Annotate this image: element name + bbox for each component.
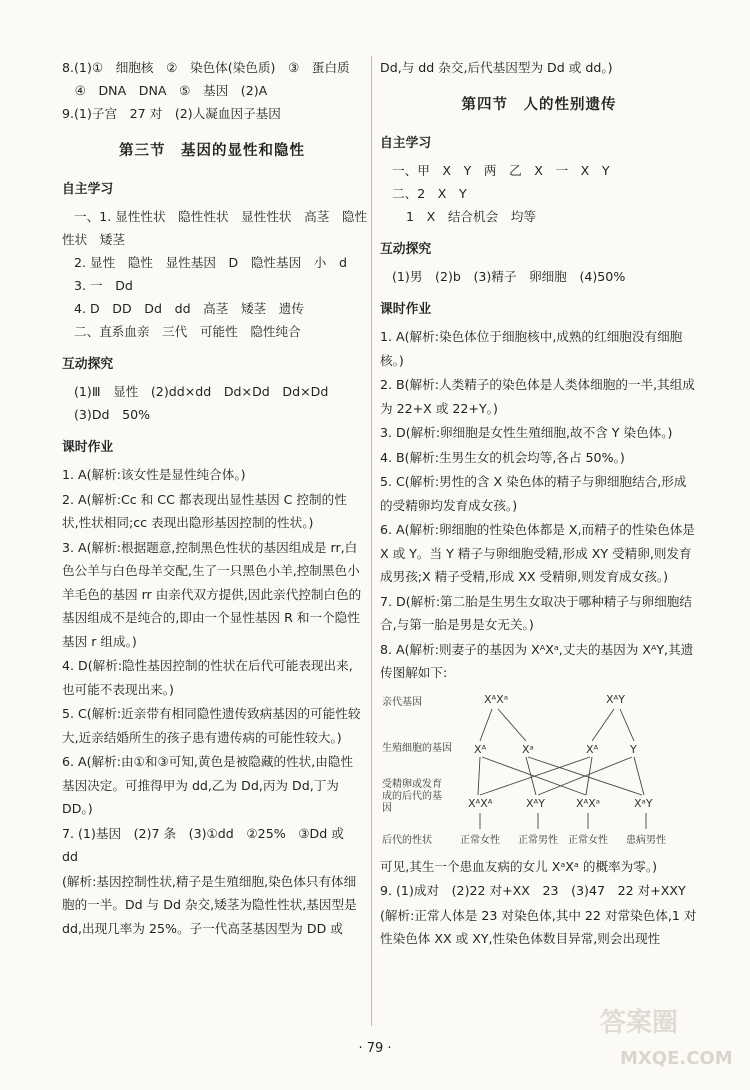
homework-item: 7. (1)基因 (2)7 条 (3)①dd ②25% ③Dd 或 dd <box>62 825 344 864</box>
answer-line: 2. 显性 隐性 显性基因 D 隐性基因 小 d <box>74 255 347 270</box>
offspring-2: XᴬY <box>526 796 545 810</box>
line <box>620 709 634 741</box>
answer-line: (1)Ⅲ 显性 (2)dd×dd Dd×Dd Dd×Dd <box>74 384 329 399</box>
explore-heading: 互动探究 <box>380 242 432 257</box>
homework-item: 8. A(解析:则妻子的基因为 XᴬXᵃ,丈夫的基因为 XᴬY,其遗传图解如下: <box>380 641 694 680</box>
homework-item: 3. A(解析:根据题意,控制黑色性状的基因组成是 rr,白色公羊与白色母羊交配,生了一只黑色小羊,控制黑色小羊毛色的基因 rr 由亲代双方提供,因此亲代控制白色的基因组成不是纯合的,即由一个显性基因 R 和一个隐性基因 r 组成。) <box>62 539 362 649</box>
self-study-heading: 自主学习 <box>380 136 432 151</box>
answer-line: 二、2 X Y <box>392 186 467 201</box>
trait-1: 正常女性 <box>460 834 500 846</box>
gamete-2: Xᵃ <box>522 742 534 756</box>
answer-line: 1 X 结合机会 均等 <box>406 209 536 224</box>
offspring-1: XᴬXᴬ <box>468 796 493 810</box>
answer-line: 9.(1)子宫 27 对 (2)人凝血因子基因 <box>62 106 281 121</box>
line <box>592 709 614 741</box>
homework-item: 7. D(解析:第二胎是生男生女取决于哪种精子与卵细胞结合,与第一胎是男是女无关。) <box>380 593 692 632</box>
homework-item: 9. (1)成对 (2)22 对+XX 23 (3)47 22 对+XXY <box>380 883 686 898</box>
row-label-offspring-2: 成的后代的基 <box>382 790 442 802</box>
homework-item: 5. C(解析:男性的含 X 染色体的精子与卵细胞结合,形成的受精卵均发育成女孩。) <box>380 474 687 513</box>
section-title: 第三节 基因的显性和隐性 <box>119 143 305 159</box>
row-label-traits: 后代的性状 <box>382 834 432 846</box>
homework-item: 4. B(解析:生男生女的机会均等,各占 50%。) <box>380 449 625 465</box>
answer-line: Dd,与 dd 杂交,后代基因型为 Dd 或 dd。) <box>380 60 613 75</box>
answer-line: 二、直系血亲 三代 可能性 隐性纯合 <box>74 324 301 339</box>
gamete-1: Xᴬ <box>474 742 487 756</box>
homework-item: 4. D(解析:隐性基因控制的性状在后代可能表现出来,也可能不表现出来。) <box>62 658 353 697</box>
gamete-3: Xᴬ <box>586 742 599 756</box>
parent-father-genotype: XᴬY <box>606 692 625 706</box>
homework-item: 2. A(解析:Cc 和 CC 都表现出显性基因 C 控制的性状,性状相同;cc 表现出隐形基因控制的性状。) <box>62 491 347 530</box>
homework-item: 6. A(解析:由①和③可知,黄色是被隐藏的性状,由隐性基因决定。可推得甲为 dd,乙为 Dd,丙为 Dd,丁为 DD。) <box>62 754 354 816</box>
gamete-4: Y <box>630 742 637 756</box>
line <box>478 757 480 795</box>
homework-item: 3. D(解析:卵细胞是女性生殖细胞,故不含 Y 染色体。) <box>380 425 673 440</box>
line <box>586 757 592 795</box>
trait-2: 正常男性 <box>518 834 558 846</box>
column-divider <box>371 56 372 1026</box>
section-title: 第四节 人的性别遗传 <box>461 97 617 113</box>
homework-item: 1. A(解析:该女性是显性纯合体。) <box>62 467 246 482</box>
answer-line: ④ DNA DNA ⑤ 基因 (2)A <box>62 83 268 98</box>
trait-4: 患病男性 <box>626 834 666 846</box>
self-study-heading: 自主学习 <box>62 182 114 197</box>
inheritance-diagram <box>380 689 698 849</box>
diagram-lines <box>478 709 646 829</box>
answer-line: 4. D DD Dd dd 高茎 矮茎 遗传 <box>74 301 304 316</box>
right-column <box>380 56 698 952</box>
homework-item: 1. A(解析:染色体位于细胞核中,成熟的红细胞没有细胞核。) <box>380 329 683 368</box>
line <box>538 757 632 795</box>
homework-heading: 课时作业 <box>380 302 432 317</box>
homework-item: (解析:正常人体是 23 对染色体,其中 22 对常染色体,1 对性染色体 XX 或 XY,性染色体数目异常,则会出现性 <box>380 907 697 946</box>
offspring-3: XᴬXᵃ <box>576 796 601 810</box>
homework-item: 5. C(解析:近亲带有相同隐性遗传致病基因的可能性较大,近亲结婚所生的孩子患有遗传病的可能性较大。) <box>62 706 361 745</box>
answer-line: 3. 一 Dd <box>74 278 133 293</box>
diagram-conclusion: 可见,其生一个患血友病的女儿 XᵃXᵃ 的概率为零。) <box>380 858 658 874</box>
row-label-gametes: 生殖细胞的基因 <box>382 742 452 754</box>
page-number: · 79 · <box>358 1041 392 1056</box>
line <box>498 709 526 741</box>
row-label-offspring-1: 受精卵或发育 <box>382 778 442 790</box>
offspring-4: XᵃY <box>634 796 653 810</box>
row-label-offspring-3: 因 <box>382 802 392 814</box>
answer-line: 性状 矮茎 <box>62 232 125 247</box>
answer-line: (1)男 (2)b (3)精子 卵细胞 (4)50% <box>392 269 626 284</box>
homework-item: 6. A(解析:卵细胞的性染色体都是 X,而精子的性染色体是 X 或 Y。当 Y 精子与卵细胞受精,形成 XY 受精卵,则发育成男孩;X 精子受精,形成 XX 受精卵,则发育成女孩。) <box>380 522 695 584</box>
homework-item: 2. B(解析:人类精子的染色体是人类体细胞的一半,其组成为 22+X 或 22+Y。) <box>380 377 695 416</box>
explore-heading: 互动探究 <box>62 357 114 372</box>
watermark-url: MXQE.COM <box>620 1048 733 1069</box>
row-label-parents: 亲代基因 <box>382 696 422 708</box>
parent-mother-genotype: XᴬXᵃ <box>484 692 509 706</box>
line <box>634 757 644 795</box>
answer-line: 一、甲 X Y 两 乙 X 一 X Y <box>392 163 610 178</box>
homework-heading: 课时作业 <box>62 440 114 455</box>
watermark-logo: 答案圈 <box>600 1008 679 1038</box>
answer-line: 一、1. 显性性状 隐性性状 显性性状 高茎 隐性 <box>74 209 368 224</box>
answer-line: (3)Dd 50% <box>74 407 151 422</box>
left-column <box>62 56 368 941</box>
line <box>480 709 492 741</box>
trait-3: 正常女性 <box>568 834 608 846</box>
homework-item: (解析:基因控制性状,精子是生殖细胞,染色体只有体细胞的一半。Dd 与 Dd 杂交,矮茎为隐性性状,基因型是 dd,出现几率为 25%。子一代高茎基因型为 DD 或 <box>62 873 357 936</box>
answer-line: 8.(1)① 细胞核 ② 染色体(染色质) ③ 蛋白质 <box>62 60 350 75</box>
